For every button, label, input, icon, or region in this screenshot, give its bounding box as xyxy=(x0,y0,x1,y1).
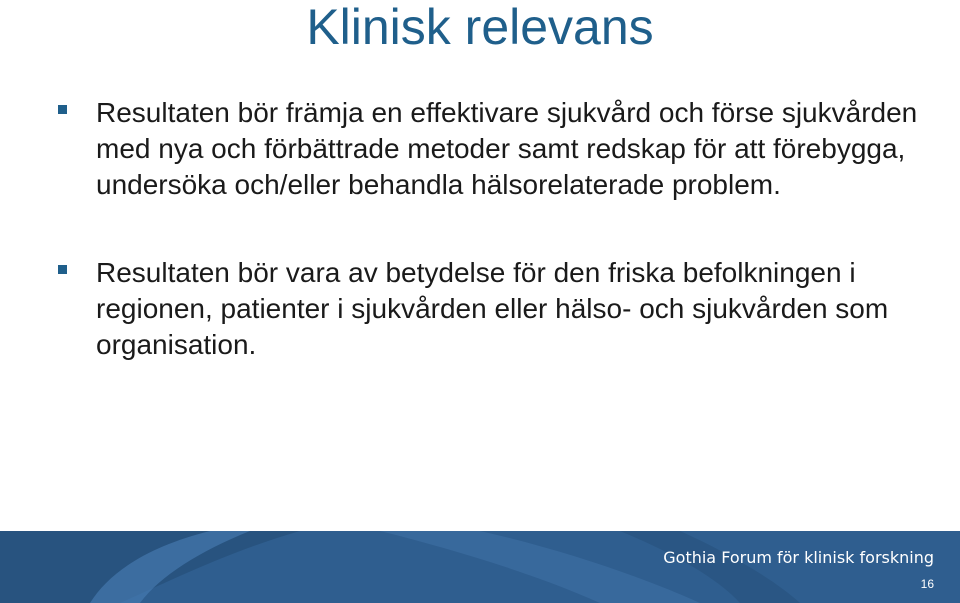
slide-title: Klinisk relevans xyxy=(306,0,654,55)
page-number: 16 xyxy=(920,577,934,591)
square-bullet-icon xyxy=(58,265,67,274)
bullet-item xyxy=(58,95,928,203)
footer-band xyxy=(0,531,960,603)
organization-name: Gothia Forum för klinisk forskning xyxy=(663,548,934,567)
bullet-list xyxy=(58,95,928,363)
bullet-text: Resultaten bör vara av betydelse för den friska befolkningen i regionen, patienter i sjukvården eller hälso- och sjukvården som organisation. xyxy=(96,257,889,360)
bullet-item xyxy=(58,255,928,363)
footer-wave-decoration xyxy=(0,531,960,603)
square-bullet-icon xyxy=(58,105,67,114)
bullet-text: Resultaten bör främja en effektivare sjukvård och förse sjukvården med nya och förbättrade metoder samt redskap för att förebygga, undersöka och/eller behandla hälsorelaterade problem. xyxy=(96,97,918,200)
